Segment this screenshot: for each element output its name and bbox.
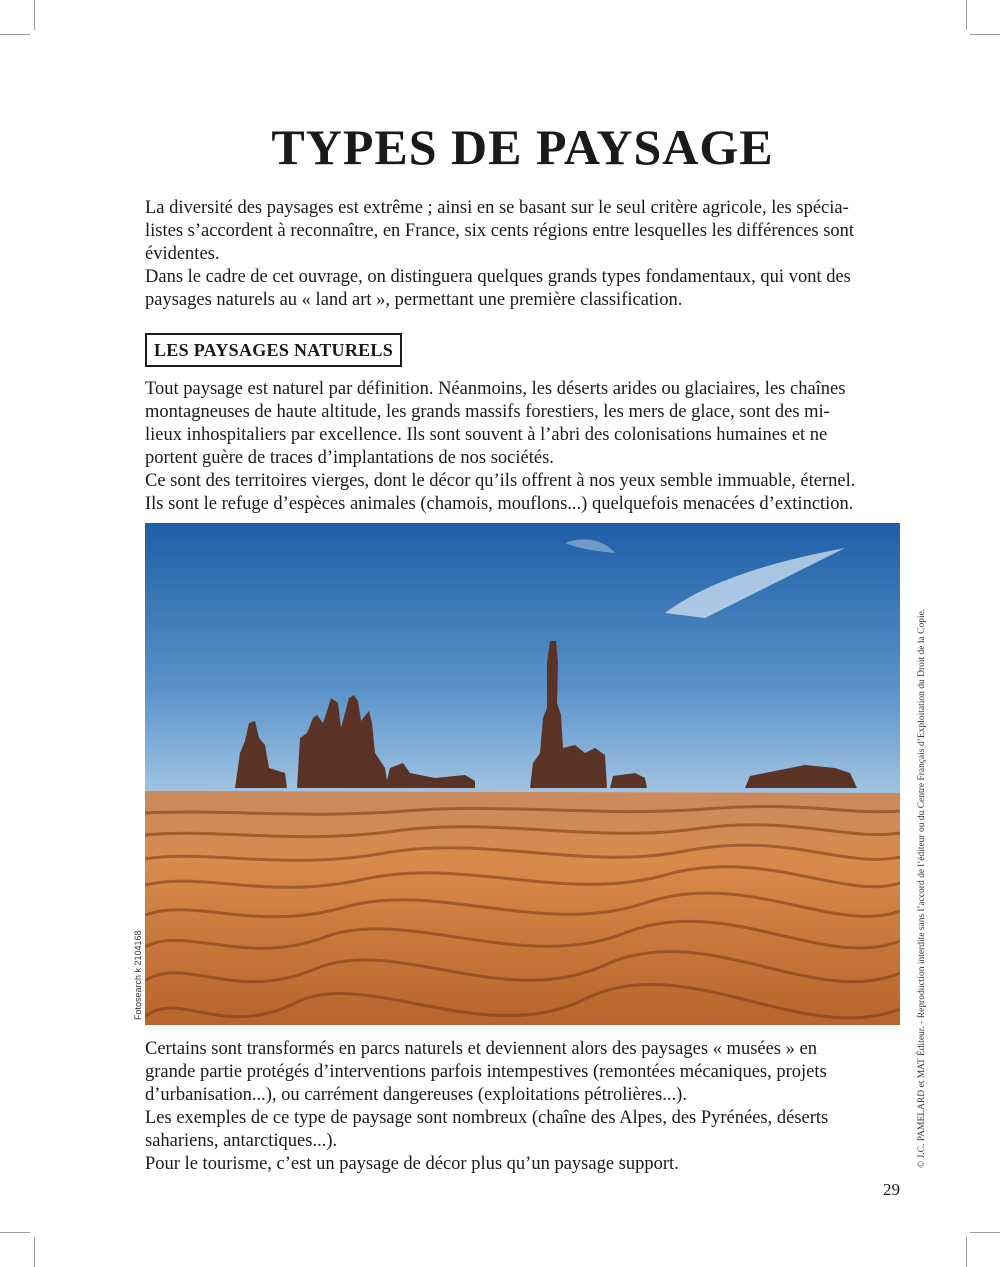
crop-mark [966,0,967,30]
text-line: Les exemples de ce type de paysage sont nombreux (chaîne des Alpes, des Pyrénées, déserts [145,1108,829,1128]
text-line: Pour le tourisme, c’est un paysage de décor plus qu’un paysage support. [145,1154,679,1174]
text-line: Tout paysage est naturel par définition. Néanmoins, les déserts arides ou glaciaires, les chaînes [145,379,846,399]
text-line: Ce sont des territoires vierges, dont le décor qu’ils offrent à nos yeux semble immuable, éternel. [145,471,856,491]
desert-photo [145,523,900,1025]
text-line: d’urbanisation...), ou carrément dangereuses (exploitations pétrolières...). [145,1085,687,1105]
text-line: Dans le cadre de cet ouvrage, on distinguera quelques grands types fondamentaux, qui vont des [145,267,851,287]
copyright-notice: © J.C. PAMELARD et MAT Éditeur. - Reproduction interdite sans l’accord de l’éditeur ou du Centre Français d’Exploitation du Droit de la Copie. [917,608,927,1168]
text-line: listes s’accordent à reconnaître, en France, six cents régions entre lesquelles les différences sont [145,221,855,241]
text-line: paysages naturels au « land art », permettant une première classification. [145,290,683,310]
text-line: sahariens, antarctiques...). [145,1131,338,1151]
crop-mark [34,0,35,30]
text-line: La diversité des paysages est extrême ; ainsi en se basant sur le seul critère agricole, les spécia- [145,198,849,218]
text-line: Ils sont le refuge d’espèces animales (chamois, mouflons...) quelquefois menacées d’extinction. [145,494,854,514]
section-heading: LES PAYSAGES NATURELS [145,333,402,367]
crop-mark [970,34,1000,35]
crop-mark [0,34,30,35]
photo-credit: Fotosearch k 2104168 [133,930,143,1020]
page-title: TYPES DE PAYSAGE [271,119,774,175]
text-line: portent guère de traces d’implantations de nos sociétés. [145,448,554,468]
crop-mark [970,1232,1000,1233]
section-paragraph [145,378,900,516]
intro-paragraph [145,197,900,312]
crop-mark [34,1237,35,1267]
text-line: évidentes. [145,244,220,264]
crop-mark [0,1232,30,1233]
closing-paragraph [145,1038,900,1176]
text-line: Certains sont transformés en parcs naturels et deviennent alors des paysages « musées » en [145,1039,817,1059]
text-line: montagneuses de haute altitude, les grands massifs forestiers, les mers de glace, sont des mi- [145,402,830,422]
crop-mark [966,1237,967,1267]
text-line: grande partie protégés d’interventions parfois intempestives (remontées mécaniques, projets [145,1062,827,1082]
page-number: 29 [883,1180,900,1199]
text-line: lieux inhospitaliers par excellence. Ils sont souvent à l’abri des colonisations humaines et ne [145,425,828,445]
